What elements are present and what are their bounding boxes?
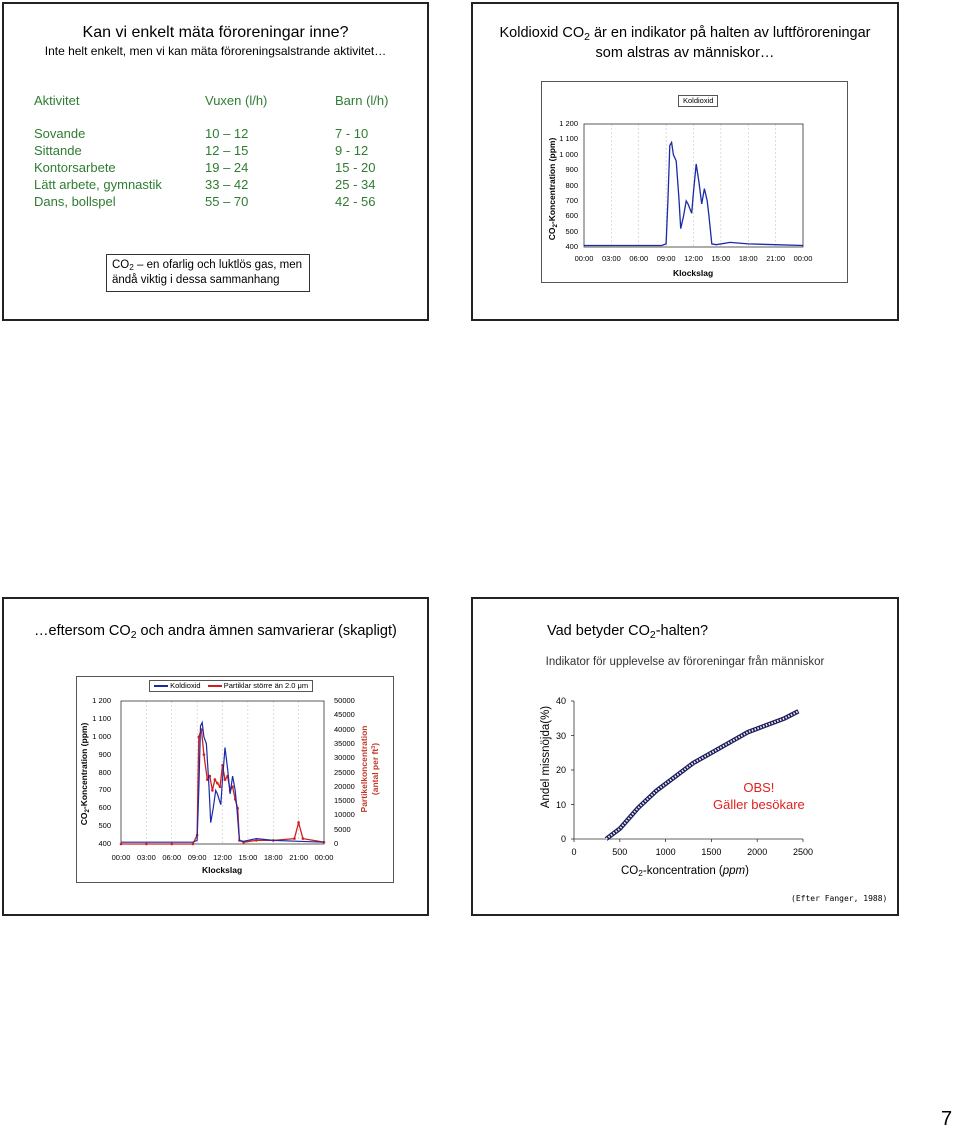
table-header-barn: Barn (l/h) <box>335 93 389 108</box>
particle-chart-plot <box>4 599 427 914</box>
table-cell: Kontorsarbete <box>34 160 116 175</box>
table-cell: 15 - 20 <box>335 160 376 175</box>
table-cell: 7 - 10 <box>335 126 369 141</box>
slide2-title-post: är en indikator på halten av luftföroreningar <box>589 25 871 41</box>
dissatisfied-xlabel: $CO_2$-koncentration (ppm) <box>621 865 749 879</box>
x-tick-label: 15:00 <box>238 853 258 862</box>
table-cell: 25 - 34 <box>335 177 376 192</box>
slide1-title-line2: Inte helt enkelt, men vi kan mäta föroreningsalstrande aktivitet… <box>44 44 387 58</box>
y-tick-label: 700 <box>565 195 578 205</box>
y-tick-label: 600 <box>565 211 578 221</box>
y2-tick-label: 35000 <box>334 738 355 748</box>
co2-note-sub: 2 <box>129 263 134 273</box>
y2-tick-label: 5000 <box>334 824 351 834</box>
y2-tick-label: 40000 <box>334 724 355 734</box>
particle-point <box>203 753 206 756</box>
particle-chart-xlabel: Klockslag <box>202 865 243 875</box>
x-tick-label: 0 <box>571 847 577 857</box>
table-cell: 42 - 56 <box>335 194 376 209</box>
dissatisfied-curve <box>606 711 798 839</box>
x-tick-label: 00:00 <box>111 853 131 862</box>
table-cell: 55 – 70 <box>205 194 249 209</box>
legend-co2: Koldioxid <box>170 681 201 690</box>
table-cell: Dans, bollspel <box>34 194 116 209</box>
table-header-vuxen: Vuxen (l/h) <box>205 93 268 108</box>
co2-note-line2: ändå viktig i dessa sammanhang <box>112 274 280 286</box>
y2-tick-label: 25000 <box>334 767 355 777</box>
y-tick-label: 500 <box>98 821 111 831</box>
co2-chart-xlabel: Klockslag <box>673 268 714 278</box>
x-tick-label: 12:00 <box>684 254 703 263</box>
table-cell: Lätt arbete, gymnastik <box>34 177 162 192</box>
x-tick-label: 03:00 <box>136 853 156 862</box>
x-tick-label: 09:00 <box>656 254 676 263</box>
x-tick-label: 1500 <box>701 847 722 857</box>
co2-chart-plot <box>473 4 897 319</box>
slide-co2-indicator <box>471 2 899 321</box>
dissatisfied-chart-plot <box>473 599 897 914</box>
particle-point <box>219 786 222 789</box>
particle-point <box>302 837 305 840</box>
particle-point <box>255 839 258 842</box>
table-header-aktivitet: Aktivitet <box>34 93 80 108</box>
y2-tick-label: 20000 <box>334 781 355 791</box>
dissatisfied-curve-outline <box>606 711 798 839</box>
particle-point <box>120 843 123 846</box>
obs-note <box>713 779 805 813</box>
y-tick-label: 10 <box>555 799 566 810</box>
particle-point <box>192 843 195 846</box>
y-tick-label: 400 <box>98 839 111 848</box>
particle-point <box>214 778 217 781</box>
slide2-title-sub: 2 <box>584 32 590 44</box>
x-tick-label: 06:00 <box>162 853 182 862</box>
x-tick-label: 2500 <box>792 847 814 857</box>
y2-tick-label: 45000 <box>334 710 355 720</box>
y-tick-label: 40 <box>555 696 566 706</box>
co2-note-line1 <box>112 258 304 273</box>
particle-point <box>145 843 148 846</box>
y2-tick-label: 10000 <box>334 810 355 820</box>
table-cell: Sittande <box>34 143 82 158</box>
particle-point <box>297 821 300 824</box>
y-tick-label: 1 000 <box>559 149 578 159</box>
y-tick-label: 900 <box>98 749 111 759</box>
y-tick-label: 800 <box>98 767 111 777</box>
x-tick-label: 18:00 <box>738 254 758 263</box>
x-tick-label: 09:00 <box>187 853 207 862</box>
particle-point <box>171 843 174 846</box>
particle-point <box>224 778 227 781</box>
co2-note-rest: – en ofarlig och luktlös gas, men <box>133 259 302 271</box>
slide4-title: Vad betyder $CO_2$-halten? <box>547 623 709 642</box>
x-tick-label: 06:00 <box>629 254 649 263</box>
y-tick-label: 1 200 <box>92 696 111 705</box>
y-tick-label: 1 000 <box>92 731 111 741</box>
co2-note-co: CO <box>112 259 130 271</box>
obs-line1: OBS! <box>743 780 775 795</box>
particle-chart-y2label: Partikelkoncentration (antal per $ft^3$) <box>359 725 380 813</box>
legend-koldioxid: Koldioxid <box>683 96 714 105</box>
obs-line2: Gäller besökare <box>713 797 805 812</box>
slide4-subtitle: Indikator för upplevelse av föroreningar från människor <box>545 656 825 668</box>
y-tick-label: 900 <box>565 165 578 175</box>
slide1-title <box>4 24 427 58</box>
x-tick-label: 2000 <box>747 847 768 857</box>
table-cell: 19 – 24 <box>205 160 249 175</box>
page-number: 7 <box>941 1108 953 1130</box>
legend-particle: Partiklar större än 2.0 μm <box>223 681 309 690</box>
x-tick-label: 12:00 <box>213 853 232 862</box>
co2-chart-ylabel: $CO_2$-Koncentration (ppm) <box>547 137 559 241</box>
slide2-title-line2: som alstras av människor… <box>595 45 775 61</box>
y-tick-label: 700 <box>98 785 111 795</box>
x-tick-label: 00:00 <box>574 254 594 263</box>
table-cell: 12 – 15 <box>205 143 249 158</box>
co2-note-box <box>106 254 310 292</box>
y-tick-label: 20 <box>555 765 566 775</box>
x-tick-label: 18:00 <box>263 853 283 862</box>
x-tick-label: 00:00 <box>314 853 334 862</box>
slide-co2-meaning <box>471 597 899 916</box>
table-cell: 33 – 42 <box>205 177 249 192</box>
y-tick-label: 800 <box>565 180 578 190</box>
y-tick-label: 30 <box>555 730 566 741</box>
y-tick-label: 500 <box>565 226 578 236</box>
y-tick-label: 400 <box>565 242 578 251</box>
y2-tick-label: 30000 <box>334 753 355 763</box>
dissatisfied-ylabel: Andel missnöjda(%) <box>540 705 552 809</box>
y-tick-label: 600 <box>98 803 111 813</box>
table-cell: Sovande <box>34 126 86 141</box>
y2-tick-label: 50000 <box>334 696 355 705</box>
x-tick-label: 1000 <box>655 847 676 857</box>
x-tick-label: 500 <box>612 847 628 857</box>
y-tick-label: 0 <box>560 834 566 844</box>
table-cell: 9 - 12 <box>335 143 369 158</box>
particle-point <box>216 782 219 785</box>
particle-point <box>293 837 296 840</box>
x-tick-label: 00:00 <box>793 254 813 263</box>
co2-series-line <box>121 723 324 843</box>
x-tick-label: 21:00 <box>766 254 786 263</box>
slide-co2-particles <box>2 597 429 916</box>
y-tick-label: 1 100 <box>559 134 578 144</box>
slide2-title-pre: Koldioxid CO <box>499 25 585 41</box>
citation: (Efter Fanger, 1988) <box>791 894 888 903</box>
x-tick-label: 03:00 <box>601 254 621 263</box>
y-tick-label: 1 100 <box>92 713 111 723</box>
particle-chart-ylabel: $CO_2$-Koncentration (ppm) <box>79 722 91 826</box>
slide-co2-activities <box>2 2 429 321</box>
slide3-title: …eftersom $CO_2$ och andra ämnen samvarierar (skapligt) <box>34 623 397 642</box>
slide1-title-line1: Kan vi enkelt mäta föroreningar inne? <box>82 24 349 41</box>
y2-tick-label: 15000 <box>334 796 355 806</box>
x-tick-label: 21:00 <box>289 853 309 862</box>
x-tick-label: 15:00 <box>711 254 731 263</box>
particle-point <box>211 789 214 792</box>
y-tick-label: 1 200 <box>559 119 578 128</box>
table-cell: 10 – 12 <box>205 126 249 141</box>
y2-tick-label: 0 <box>334 839 339 848</box>
